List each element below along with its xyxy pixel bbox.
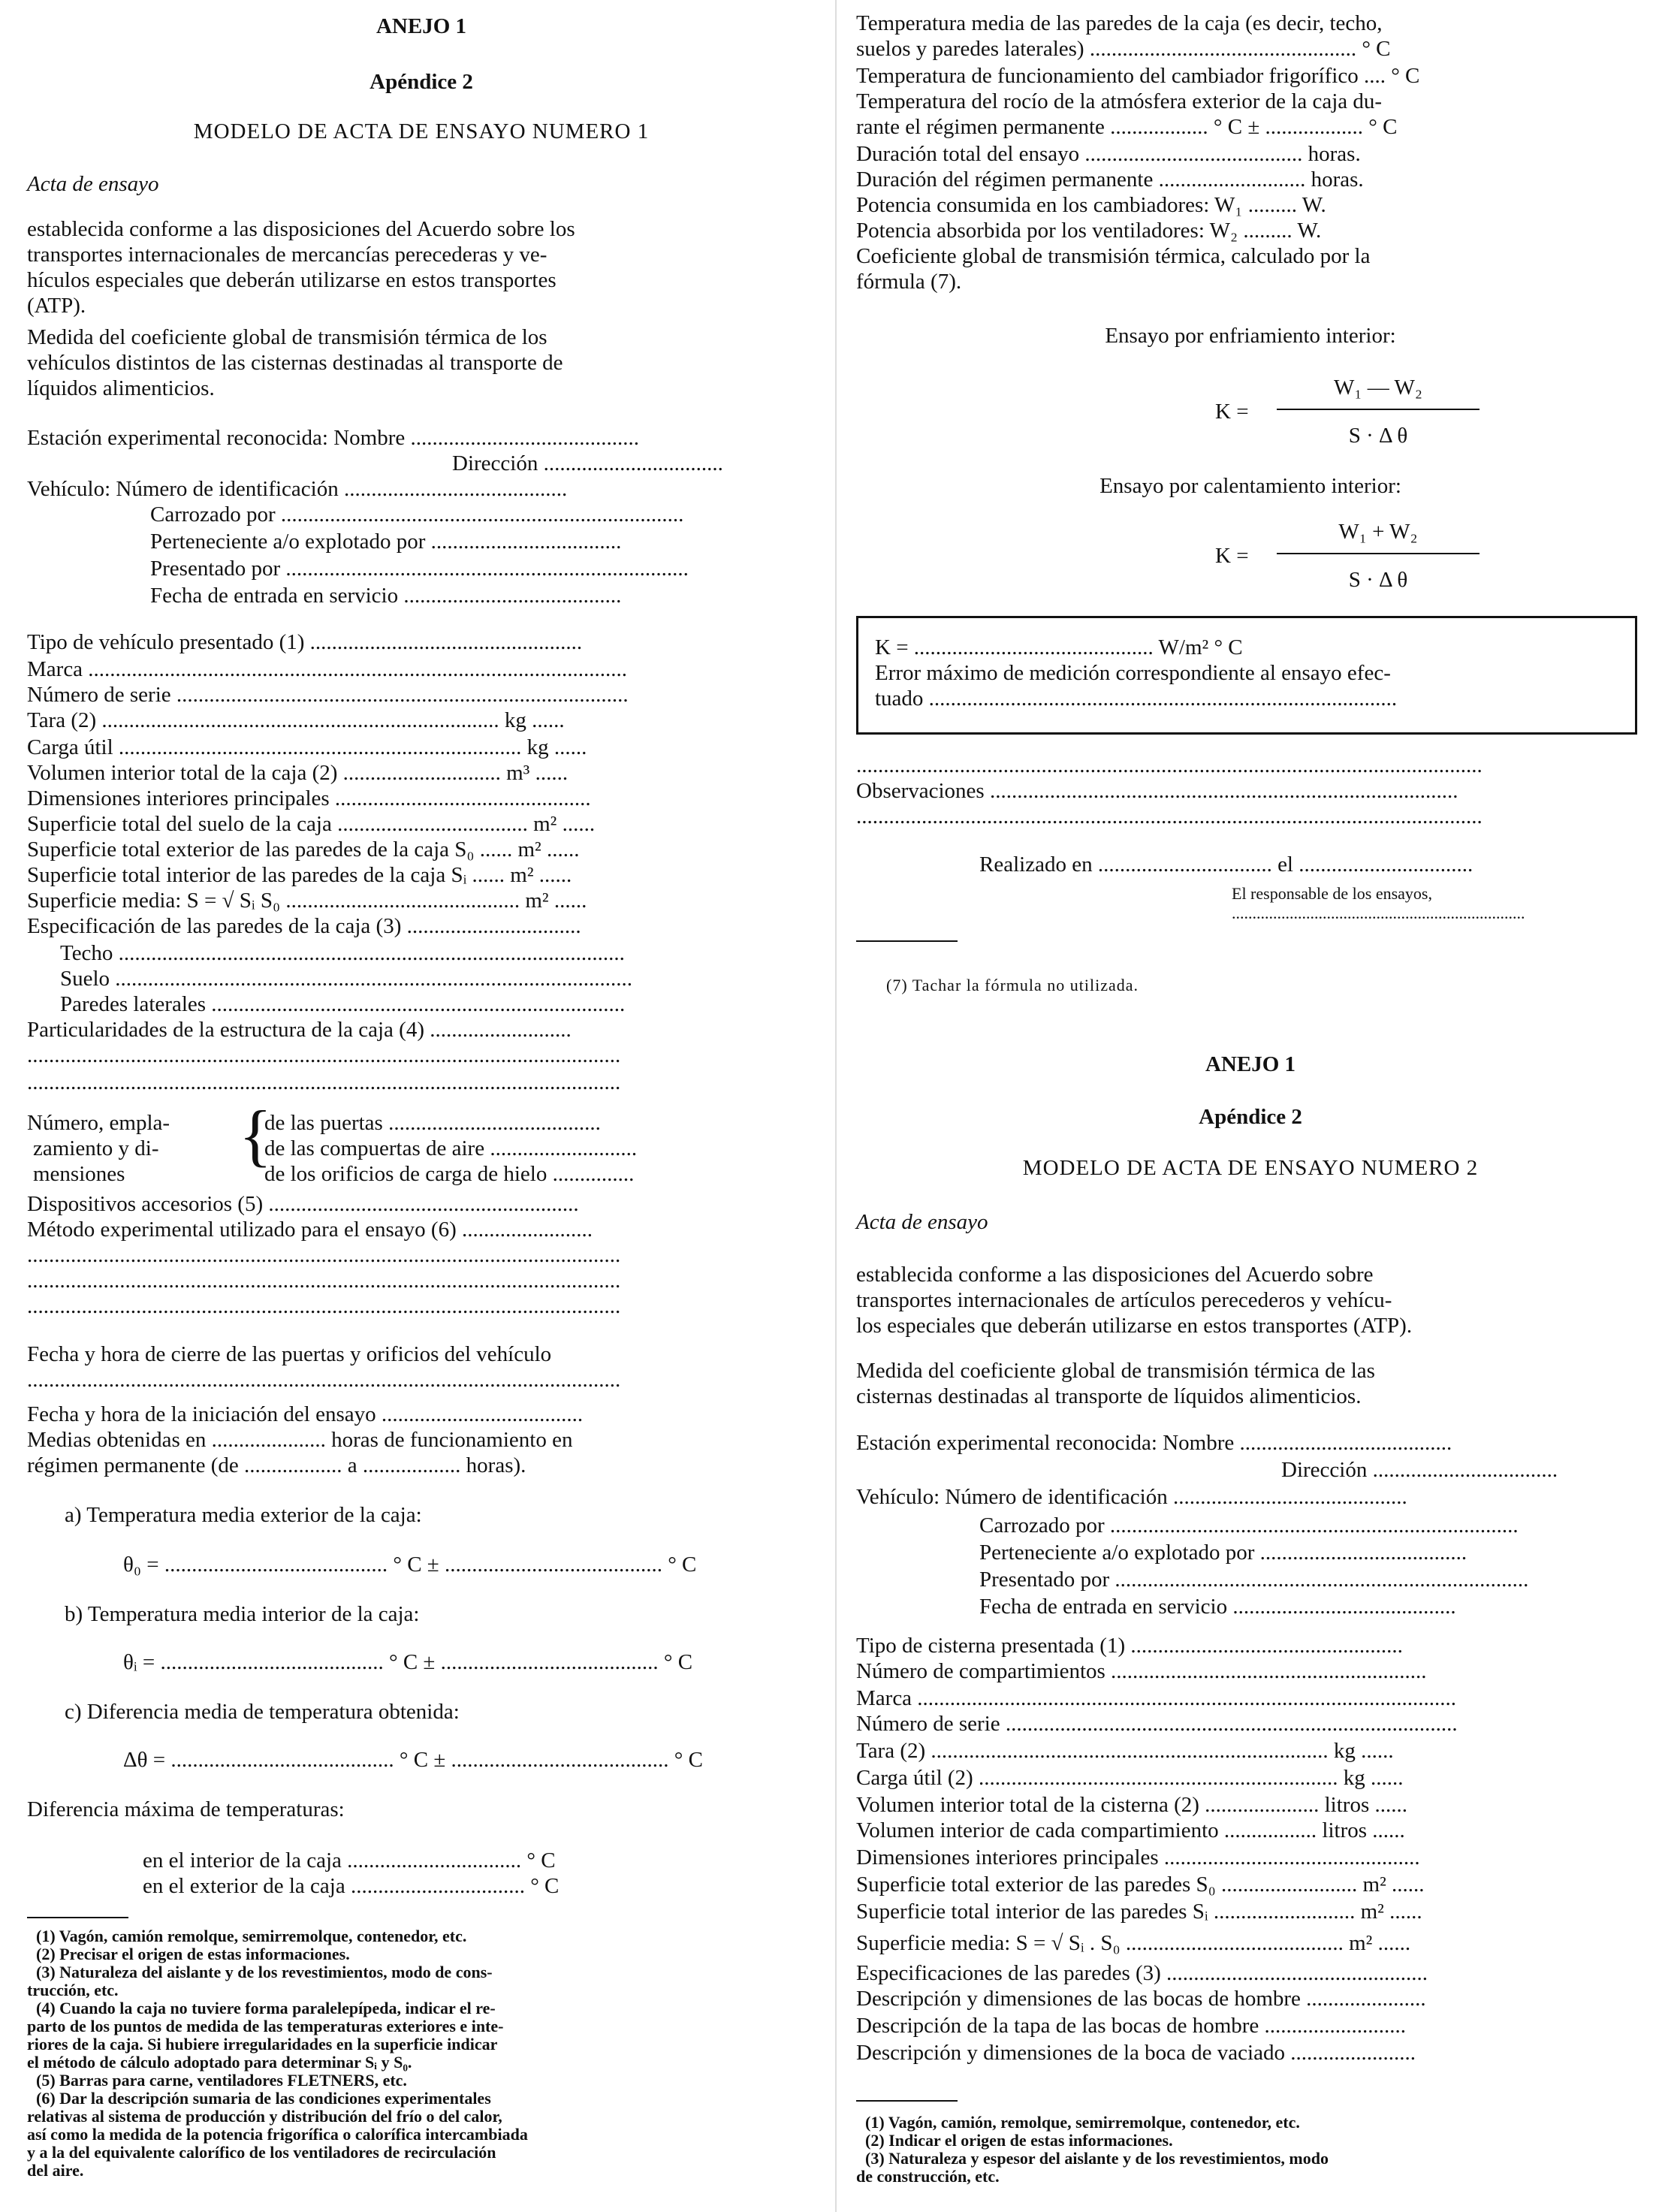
footnote-rule-7 bbox=[856, 940, 958, 942]
acta-label-2: Acta de ensayo bbox=[856, 1210, 988, 1234]
heading-anejo: ANEJO 1 bbox=[376, 14, 467, 38]
ensayo-calentamiento: Ensayo por calentamiento interior: bbox=[1099, 474, 1401, 498]
heading-anejo-2: ANEJO 1 bbox=[1205, 1052, 1296, 1076]
heading-modelo: MODELO DE ACTA DE ENSAYO NUMERO 1 bbox=[193, 119, 650, 143]
responsable-label: El responsable de los ensayos, bbox=[1232, 884, 1432, 903]
footnote-7: (7) Tachar la fórmula no utilizada. bbox=[886, 976, 1139, 994]
heading-apendice-2: Apéndice 2 bbox=[1199, 1105, 1302, 1129]
footnote-rule-2 bbox=[856, 2100, 958, 2102]
heading-modelo-2: MODELO DE ACTA DE ENSAYO NUMERO 2 bbox=[1022, 1156, 1479, 1180]
column-divider bbox=[835, 0, 837, 2212]
ensayo-enfriamiento: Ensayo por enfriamiento interior: bbox=[1105, 324, 1396, 348]
acta-label: Acta de ensayo bbox=[27, 172, 159, 196]
curly-brace-icon: { bbox=[239, 1097, 273, 1173]
heading-apendice: Apéndice 2 bbox=[370, 70, 473, 94]
realizado-line: Realizado en ................................ el ................................ bbox=[979, 853, 1473, 877]
responsable-dots: ....................................................................... bbox=[1232, 904, 1525, 922]
result-box: K = ............................................ W/m² ° C Error máximo de medición correspondiente al ensayo efec- tuado ...................................................................................... bbox=[856, 616, 1637, 735]
footnote-rule bbox=[27, 1917, 128, 1918]
